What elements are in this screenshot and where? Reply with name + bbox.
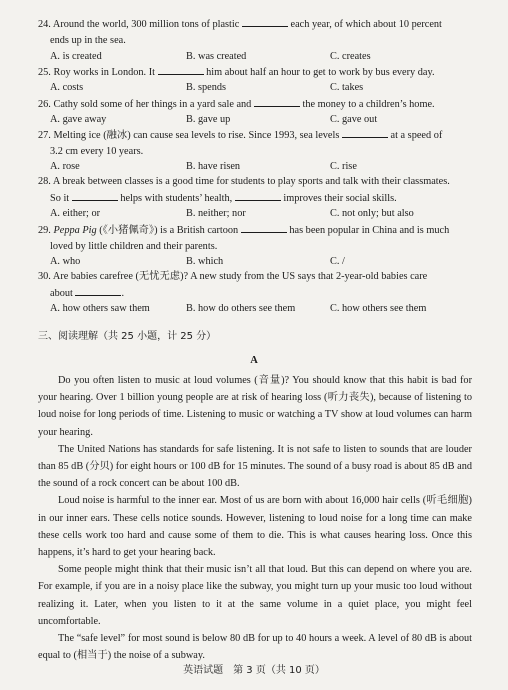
question-continuation: So it [50,192,70,204]
question-stem-end: at a speed of [390,130,443,141]
question-continuation: 3.2 cm every 10 years. [50,145,144,157]
answer-blank [254,96,300,107]
passage-paragraph: Do you often listen to music at loud volumes (音量)? You should know that this habit is bad for your hearing. Over 1 billion young people are at risk of hearing loss (听力丧失), because of listening to loud noise for long periods of time. Listening to music or watching a TV show at loud volumes can harm your hearing. [38,375,472,438]
question-stem: 25. Roy works in London. It [38,67,155,78]
answer-blank [75,285,121,296]
question-27 [38,127,478,159]
question-continuation-end: improves their social skills. [283,192,397,204]
question-stem-mid: (《小猪佩奇》) is a British cartoon [99,225,239,236]
passage-paragraph: The United Nations has standards for safe listening. It is not safe to listen to sounds that are louder than 85 dB (分贝) for eight hours or 100 dB for 15 minutes. The sound of a busy road is about 85 dB and the sound of a rock concert can be about 100 dB. [38,443,472,490]
option-b: B. which [186,256,224,267]
question-24 [38,16,478,48]
options-27 [50,159,480,174]
question-stem-end: has been popular in China and is much [289,225,450,236]
question-continuation-end: . [121,287,125,299]
answer-blank [342,127,388,138]
option-c: C. takes [330,82,364,93]
option-a: A. who [50,256,81,267]
answer-blank [72,190,118,201]
page-footer: 英语试题 第 3 页（共 10 页） [183,665,325,676]
question-stem-end: him about half an hour to get to work by bus every day. [206,67,435,78]
option-b: B. gave up [186,114,231,125]
options-25 [50,80,480,95]
question-continuation: about [50,287,73,299]
option-c: C. how others see them [330,303,427,314]
question-26 [38,96,478,113]
options-28 [50,206,480,221]
question-stem: 30. Are babies carefree (无忧无虑)? A new study from the US says that 2-year-old babies care [38,271,428,282]
option-a: A. is created [50,51,102,62]
question-25 [38,64,478,81]
reading-passage [38,372,472,664]
options-29 [50,254,480,269]
passage-title: A [250,355,258,366]
options-26 [50,112,480,127]
option-c: C. creates [330,51,371,62]
answer-blank [235,190,281,201]
question-continuation: loved by little children and their parents. [50,240,218,252]
option-b: B. neither; nor [186,208,246,219]
option-b: B. spends [186,82,227,93]
question-stem: 27. Melting ice (融冰) can cause sea levels to rise. Since 1993, sea levels [38,130,340,141]
option-b: B. was created [186,51,247,62]
option-c: C. / [330,256,345,267]
passage-paragraph: Some people might think that their music isn’t all that loud. But this can depend on where you are. For example, if you are in a noisy place like the subway, you might turn up your music too loud without realizing it. Later, when you listen to it at the same volume in a quiet place, you might feel uncomfortable. [38,564,472,627]
option-a: A. rose [50,161,80,172]
answer-blank [158,64,204,75]
option-a: A. how others saw them [50,303,150,314]
option-a: A. gave away [50,114,107,125]
option-b: B. how do others see them [186,303,296,314]
question-30 [38,269,478,301]
option-a: A. either; or [50,208,101,219]
question-28 [38,174,478,206]
question-stem: 26. Cathy sold some of her things in a yard sale and [38,99,252,110]
question-continuation-mid: helps with students’ health, [120,192,233,204]
option-c: C. gave out [330,114,378,125]
passage-paragraph: The “safe level” for most sound is below 80 dB for up to 40 hours a week. A level of 80 dB is about equal to (相当于) the noise of a subway. [38,633,472,662]
options-24 [50,49,480,64]
question-stem: 24. Around the world, 300 million tons of plastic [38,19,240,30]
question-number: 29. [38,225,51,236]
section-heading: 三、阅读理解（共 25 小题，计 25 分） [38,331,217,342]
question-stem-end: the money to a children’s home. [302,99,435,110]
option-c: C. rise [330,161,357,172]
option-c: C. not only; but also [330,208,414,219]
answer-blank [241,222,287,233]
question-stem-end: each year, of which about 10 percent [290,19,442,30]
answer-blank [242,16,288,27]
question-29 [38,222,478,254]
options-30 [50,301,480,316]
question-continuation: ends up in the sea. [50,34,126,46]
question-stem: 28. A break between classes is a good time for students to play sports and talk with their classmates. [38,176,450,187]
passage-paragraph: Loud noise is harmful to the inner ear. Most of us are born with about 16,000 hair cells (听毛细胞) in our inner ears. These cells notice sounds. However, listening to loud noise for a long time can make these cells work too hard and cause some of them to die. This is what causes hearing loss. Once this happens, it’s hard to get your hearing back. [38,495,472,559]
option-a: A. costs [50,82,84,93]
option-b: B. have risen [186,161,241,172]
cartoon-title: Peppa Pig [53,225,97,236]
